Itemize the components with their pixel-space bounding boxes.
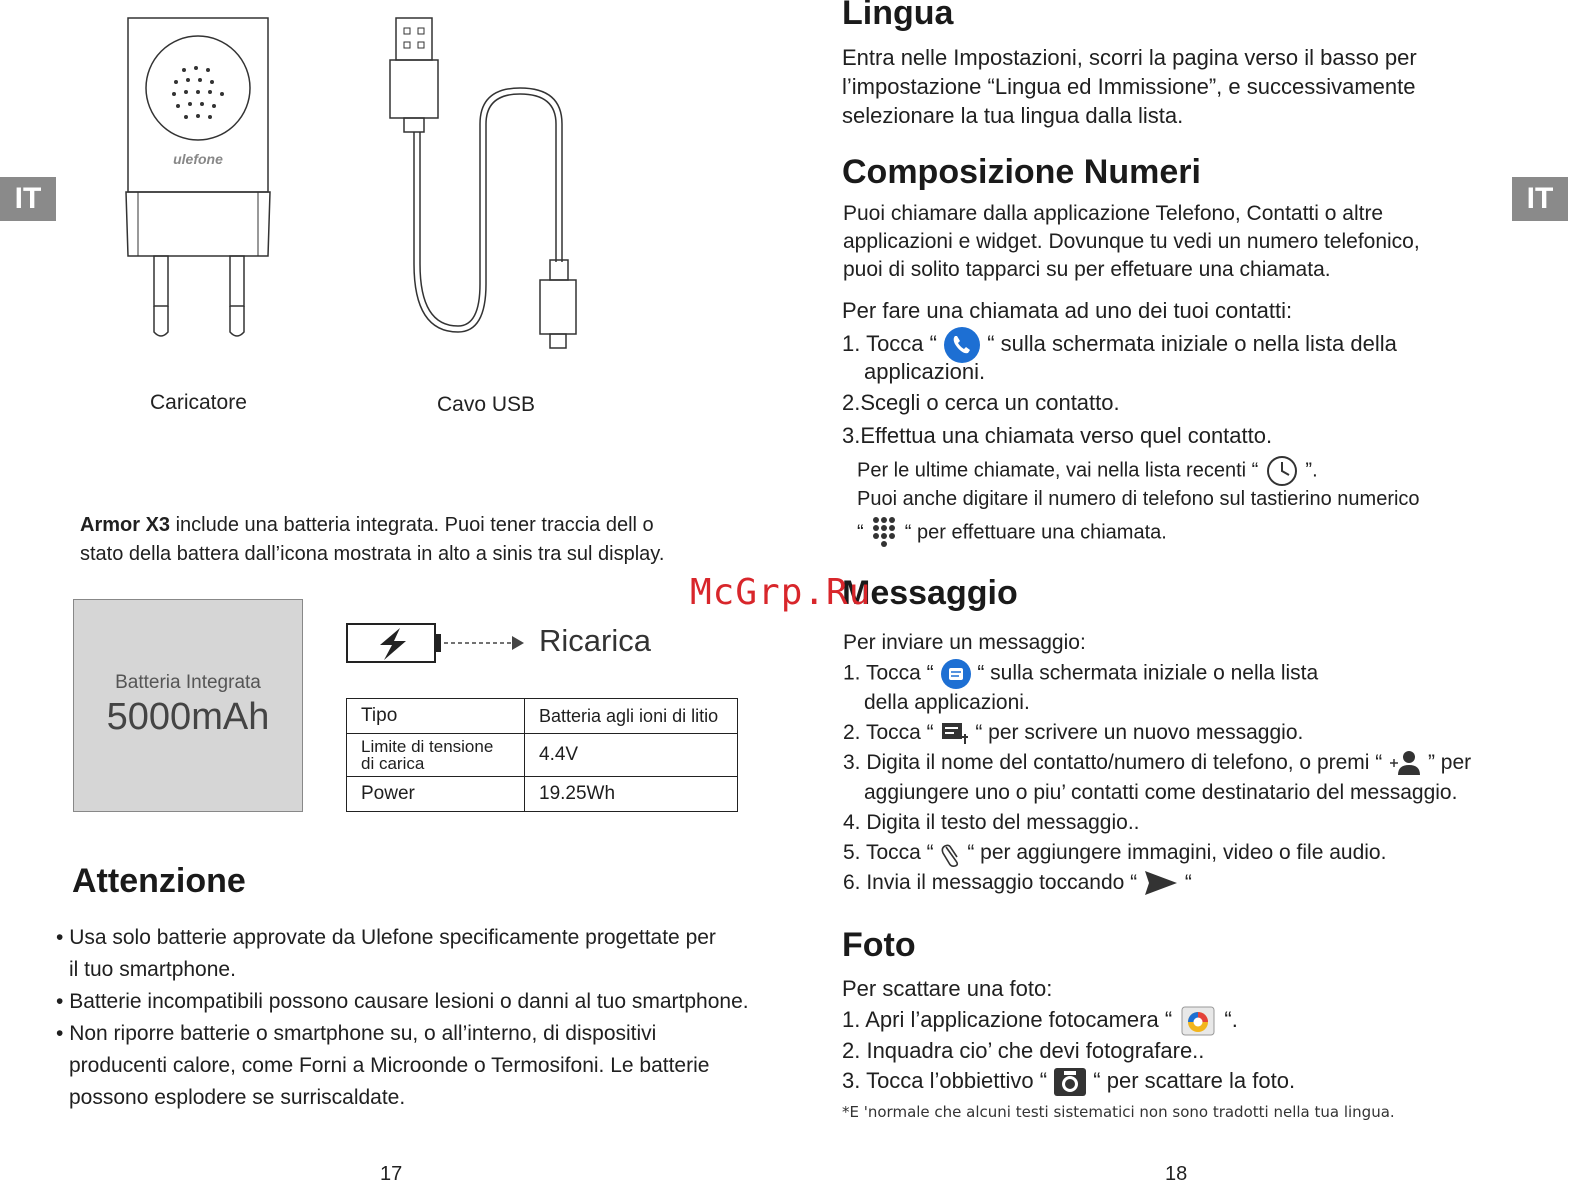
- message-step-1: 1. Tocca “ “ sulla schermata iniziale o nella lista: [843, 658, 1318, 690]
- table-row: [347, 777, 738, 812]
- attention-bullet-2: • Batterie incompatibili possono causare lesioni o danni al tuo smartphone.: [56, 990, 749, 1013]
- attention-bullet-1: • Usa solo batterie approvate da Ulefone specificamente progettate per: [56, 926, 716, 949]
- camera-app-icon: [1178, 1005, 1218, 1037]
- brand-logo: ulefone: [173, 151, 223, 167]
- photo-intro: Per scattare una foto:: [842, 976, 1053, 1001]
- recent-calls-text: Per le ultime chiamate, vai nella lista recenti “ ”.: [857, 454, 1318, 488]
- new-message-icon: [940, 719, 970, 747]
- add-contact-icon: [1388, 749, 1422, 777]
- photo-step-1: 1. Apri l’applicazione fotocamera “ “.: [842, 1005, 1238, 1037]
- charger-illustration: [118, 14, 278, 344]
- composizione-title: Composizione Numeri: [842, 153, 1201, 191]
- spec-key: Tipo: [347, 699, 525, 734]
- spec-value: Batteria agli ioni di litio: [525, 699, 738, 734]
- call-step-2: 2.Scegli o cerca un contatto.: [842, 390, 1120, 415]
- battery-intro-line2: stato della battera dall’icona mostrata in alto a sinis tra sul display.: [80, 543, 665, 565]
- dialpad-text-1: Puoi anche digitare il numero di telefono sul tastierino numerico: [857, 488, 1420, 510]
- table-row: [347, 734, 738, 777]
- shutter-icon: [1053, 1067, 1087, 1097]
- battery-capacity: 5000mAh: [106, 696, 270, 738]
- message-intro: Per inviare un messaggio:: [843, 631, 1086, 654]
- call-intro: Per fare una chiamata ad uno dei tuoi contatti:: [842, 298, 1293, 323]
- spec-value: 4.4V: [525, 734, 738, 777]
- message-step-3-cont: aggiungere uno o piu’ contatti come destinatario del messaggio.: [864, 781, 1458, 804]
- messaggio-title: Messaggio: [842, 574, 1018, 612]
- message-step-4: 4. Digita il testo del messaggio..: [843, 811, 1140, 834]
- attention-bullet-3-cont: producenti calore, come Forni a Microonde o Termosifoni. Le batterie: [69, 1054, 710, 1077]
- spec-value: 19.25Wh: [525, 777, 738, 812]
- attention-bullet-3: • Non riporre batterie o smartphone su, o all’interno, di dispositivi: [56, 1022, 657, 1045]
- attention-title: Attenzione: [72, 862, 246, 900]
- call-step-3: 3.Effettua una chiamata verso quel contatto.: [842, 423, 1273, 448]
- charging-label: Ricarica: [539, 623, 651, 658]
- message-step-1-cont: della applicazioni.: [864, 691, 1030, 714]
- message-step-5: 5. Tocca “ “ per aggiungere immagini, video o file audio.: [843, 838, 1386, 867]
- attention-bullet-3-cont: possono esplodere se surriscaldate.: [69, 1086, 406, 1109]
- attachment-icon: [940, 839, 962, 867]
- photo-step-3: 3. Tocca l’obbiettivo “ “ per scattare la foto.: [842, 1066, 1295, 1097]
- spec-key: Power: [347, 777, 525, 812]
- watermark: McGrp.Ru: [690, 572, 872, 613]
- usb-cable-illustration: [380, 14, 590, 354]
- battery-intro-line1: Armor X3 include una batteria integrata. Puoi tener traccia dell o: [80, 514, 654, 536]
- charging-battery-icon: [346, 620, 536, 668]
- page-number-left: 17: [380, 1163, 403, 1185]
- attention-bullet-1-cont: il tuo smartphone.: [69, 958, 236, 981]
- clock-icon: [1264, 454, 1300, 488]
- call-step-1-cont: applicazioni.: [864, 359, 986, 384]
- lingua-text-2: l’impostazione “Lingua ed Immissione”, e successivamente: [842, 74, 1416, 99]
- foto-title: Foto: [842, 926, 916, 964]
- battery-spec-table: [346, 698, 738, 812]
- lingua-text-3: selezionare la tua lingua dalla lista.: [842, 103, 1184, 128]
- messages-icon: [940, 658, 972, 690]
- language-tab-right: IT: [1512, 177, 1568, 221]
- page-number-right: 18: [1165, 1163, 1188, 1185]
- dialpad-text-2: “ “ per effettuare una chiamata.: [857, 515, 1167, 551]
- composizione-text-3: puoi di solito tapparci su per effetuare una chiamata.: [843, 258, 1331, 281]
- composizione-text-1: Puoi chiamare dalla applicazione Telefono, Contatti o altre: [843, 202, 1384, 225]
- lingua-title: Lingua: [842, 0, 954, 32]
- call-step-1: 1. Tocca “ “ sulla schermata iniziale o nella lista della: [842, 326, 1397, 364]
- translation-note: *E 'normale che alcuni testi sistematici non sono tradotti nella tua lingua.: [842, 1103, 1395, 1121]
- battery-label: Batteria Integrata: [115, 672, 261, 693]
- message-step-2: 2. Tocca “ “ per scrivere un nuovo messaggio.: [843, 718, 1303, 747]
- message-step-6: 6. Invia il messaggio toccando “ “: [843, 868, 1192, 897]
- cable-caption: Cavo USB: [437, 393, 536, 416]
- table-row: [347, 699, 738, 734]
- language-tab-left: IT: [0, 177, 56, 221]
- model-name: Armor X3: [80, 514, 171, 536]
- send-icon: [1143, 869, 1179, 897]
- message-step-3: 3. Digita il nome del contatto/numero di telefono, o premi “ ” per: [843, 748, 1471, 777]
- lingua-text-1: Entra nelle Impostazioni, scorri la pagina verso il basso per: [842, 45, 1417, 70]
- charger-caption: Caricatore: [150, 391, 247, 414]
- composizione-text-2: applicazioni e widget. Dovunque tu vedi un numero telefonico,: [843, 230, 1420, 253]
- photo-step-2: 2. Inquadra cio’ che devi fotografare..: [842, 1038, 1205, 1063]
- spec-key: Limite di tensione di carica: [347, 734, 525, 777]
- dialpad-icon: [869, 515, 899, 551]
- battery-capacity-box: [73, 599, 303, 812]
